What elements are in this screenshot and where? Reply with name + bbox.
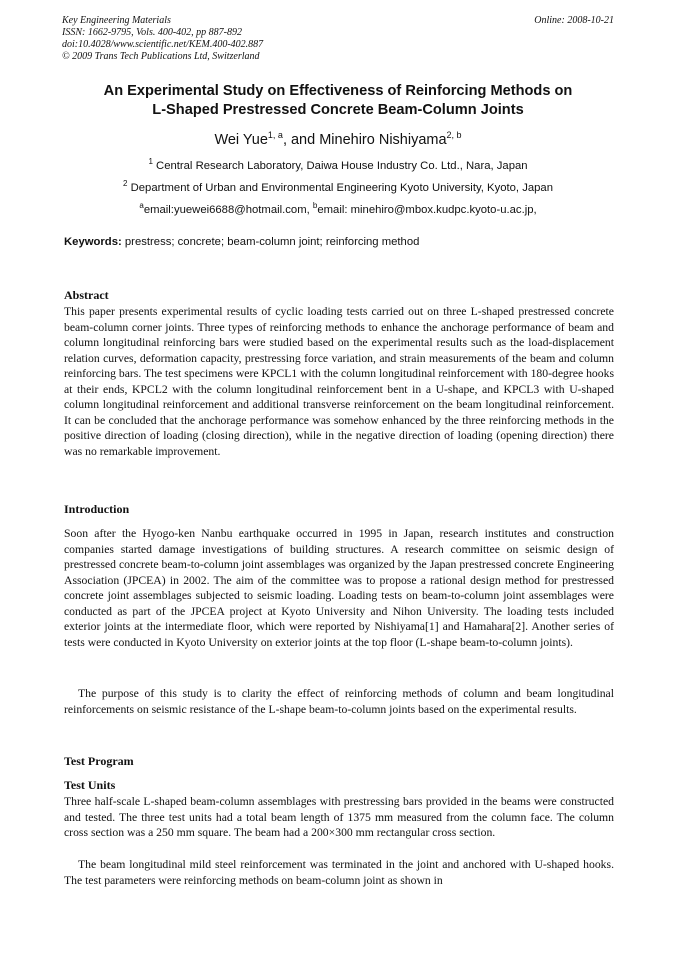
- keywords: [64, 236, 614, 248]
- author-2-sup: 2, b: [446, 130, 462, 140]
- keywords-label: Keywords:: [64, 236, 122, 248]
- abstract-heading: Abstract: [64, 288, 109, 302]
- introduction-paragraph-2: The purpose of this study is to clarity the effect of reinforcing methods of column and beam longitudinal reinforcements on seismic resistance of the L-shape beam-to-column joints based on the experimental results.: [64, 687, 614, 716]
- abstract-text: This paper presents experimental results of cyclic loading tests carried out on three L-shaped prestressed concrete beam-column corner joints. Three types of reinforcing methods to enhance the anchorage performance of beam and column longitudinal reinforcing bars were studied based on the experimental results such as the load-displacement relation curves, deformation capacity, prestressing force variation, and strain measurements of the beam and column reinforcing bars. The test specimens were KPCL1 with the column longitudinal reinforcement with 180-degree hooks at their ends, KPCL2 with the column longitudinal reinforcement bent in a U-shape, and KPCL3 with U-shaped column longitudinal reinforcement and additional transverse reinforcement on the beam longitudinal reinforcement. It can be concluded that the anchorage performance was somehow enhanced by the three reinforcing methods in the positive direction of loading (closing direction), while in the negative direction of loading (opening direction) there was no remarkable improvement.: [64, 305, 614, 458]
- affiliation-1-text: Central Research Laboratory, Daiwa House Industry Co. Ltd., Nara, Japan: [152, 159, 528, 172]
- title-line-2: L-Shaped Prestressed Concrete Beam-Column Joints: [152, 102, 524, 118]
- test-program-heading: Test Program: [64, 754, 134, 768]
- affiliation-2: [62, 179, 614, 194]
- journal-name: Key Engineering Materials: [62, 15, 171, 26]
- title-line-1: An Experimental Study on Effectiveness of Reinforcing Methods on: [103, 83, 573, 99]
- author-1-sup: 1, a: [267, 130, 283, 140]
- email-b: email: minehiro@mbox.kudpc.kyoto-u.ac.jp,: [317, 203, 537, 216]
- affiliation-1-sup: 1: [148, 157, 153, 166]
- affiliation-2-sup: 2: [123, 179, 128, 188]
- test-units-subheading: Test Units: [64, 778, 116, 792]
- keywords-text: prestress; concrete; beam-column joint; reinforcing method: [121, 236, 420, 248]
- test-units-paragraph-2: The beam longitudinal mild steel reinforcement was terminated in the joint and anchored with U-shaped hooks. The test parameters were reinforcing methods on beam-column joint as shown in: [64, 858, 614, 887]
- affiliation-2-text: Department of Urban and Environmental Engineering Kyoto University, Kyoto, Japan: [127, 181, 553, 194]
- copyright-line: © 2009 Trans Tech Publications Ltd, Switzerland: [62, 51, 260, 62]
- email-a: email:yuewei6688@hotmail.com,: [143, 203, 313, 216]
- author-1: Wei Yue: [214, 131, 268, 148]
- author-2: Minehiro Nishiyama: [319, 131, 447, 148]
- affiliation-1: [62, 157, 614, 172]
- running-header: [62, 15, 614, 63]
- introduction-paragraph-1: Soon after the Hyogo-ken Nanbu earthquake occurred in 1995 in Japan, research institutes and construction companies started damage investigations of building structures. A research committee on seismic design of prestressed concrete beam-to-column joint assemblages was organized by the Japan prestressed concrete Engineering Association (JPCEA) in 2002. The aim of the committee was to propose a rational design method for prestressed concrete joint assemblages subjected to seismic loading. Loading tests on beam-to-column joint assemblages were conducted as part of the JPCEA project at Kyoto University and Nihon University. The loading tests included exterior joints at the intermediate floor, which were reported by Nishiyama[1] and Hamahara[2]. Another series of tests were conducted in Kyoto University on exterior joints at the top floor (L-shape beam-to-column joints).: [64, 527, 614, 649]
- online-date: Online: 2008-10-21: [534, 15, 614, 26]
- doi-line: doi:10.4028/www.scientific.net/KEM.400-402.887: [62, 39, 264, 50]
- introduction-heading: Introduction: [64, 502, 130, 516]
- email-a-sup: a: [139, 201, 144, 210]
- email-line: [62, 201, 614, 216]
- author-list: [62, 130, 614, 148]
- email-b-sup: b: [312, 201, 318, 210]
- paper-title: [62, 82, 614, 120]
- test-units-paragraph-1: Three half-scale L-shaped beam-column assemblages with prestressing bars provided in the beams were constructed and tested. The three test units had a total beam length of 1375 mm measured from the column face. The column cross section was a 250 mm square. The beam had a 200×300 mm rectangular cross section.: [64, 795, 614, 840]
- issn-line: ISSN: 1662-9795, Vols. 400-402, pp 887-892: [62, 27, 242, 38]
- author-separator: , and: [282, 131, 320, 148]
